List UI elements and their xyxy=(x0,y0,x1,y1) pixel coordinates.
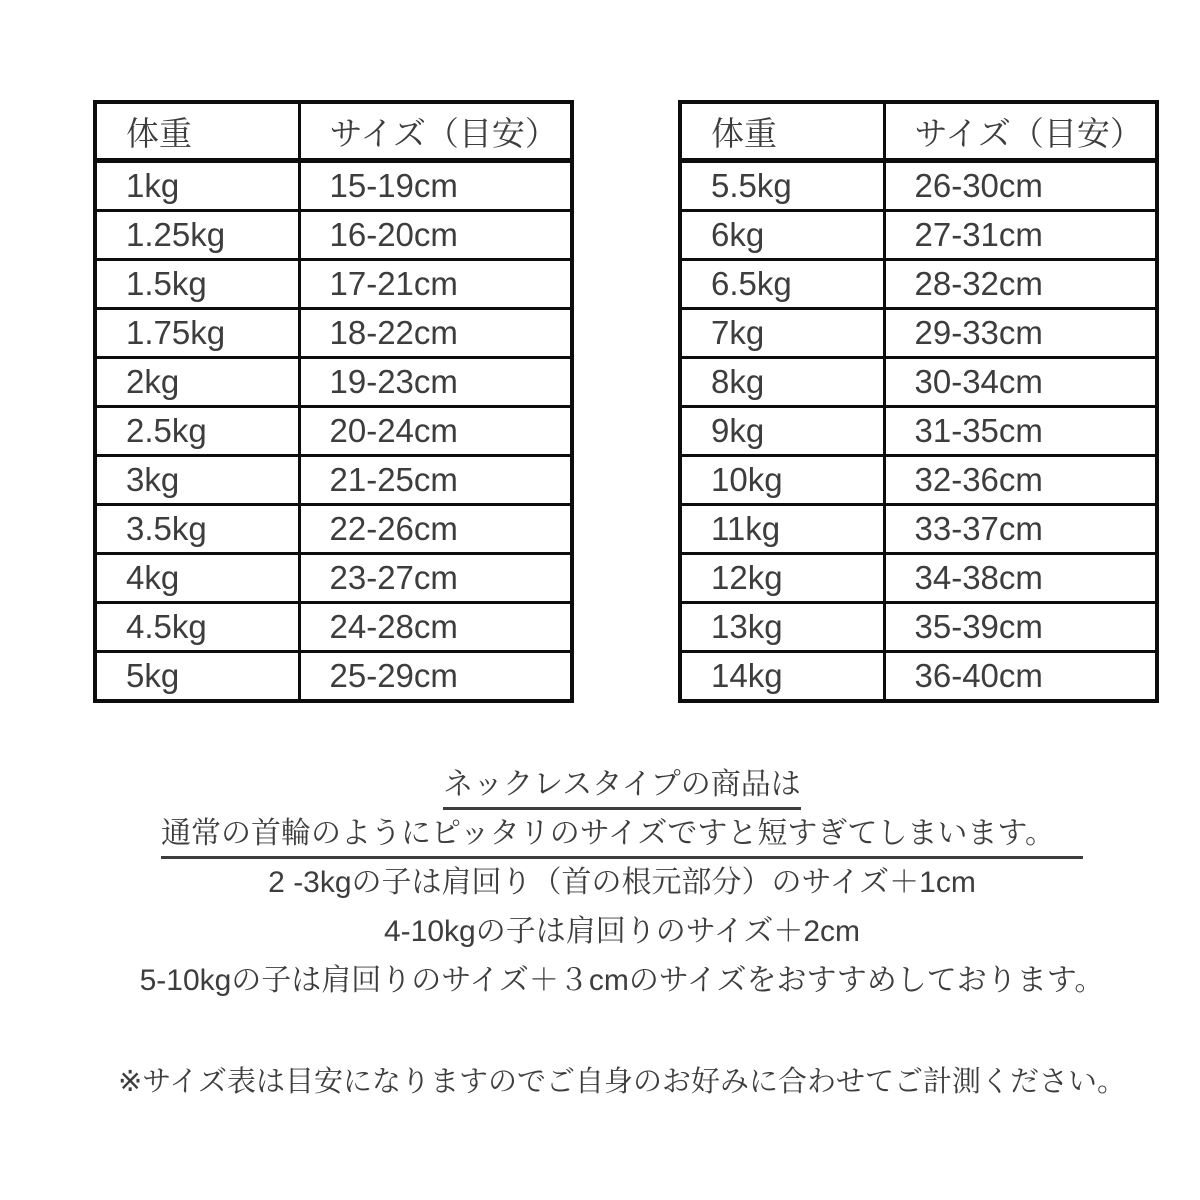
table-cell: 26-30cm xyxy=(884,161,1157,211)
table-cell: 10kg xyxy=(680,456,884,505)
table-cell: 8kg xyxy=(680,358,884,407)
table-cell: 24-28cm xyxy=(299,603,572,652)
table-header-row xyxy=(680,102,1157,161)
table-row xyxy=(95,554,572,603)
table-row xyxy=(680,652,1157,702)
table-row xyxy=(680,407,1157,456)
table-header-row xyxy=(95,102,572,161)
table-row xyxy=(95,161,572,211)
table-row xyxy=(95,260,572,309)
table-cell: 25-29cm xyxy=(299,652,572,702)
table-row xyxy=(680,505,1157,554)
table-cell: 7kg xyxy=(680,309,884,358)
table-cell: 17-21cm xyxy=(299,260,572,309)
table-cell: 12kg xyxy=(680,554,884,603)
column-header-weight: 体重 xyxy=(95,102,299,161)
table-cell: 2.5kg xyxy=(95,407,299,456)
note-recommendation-2-3kg: 2 -3kgの子は肩回り（首の根元部分）のサイズ＋1cm xyxy=(268,866,976,899)
table-row xyxy=(95,603,572,652)
table-cell: 1.5kg xyxy=(95,260,299,309)
note-headline-line2-wrap xyxy=(44,809,1200,858)
column-header-weight: 体重 xyxy=(680,102,884,161)
table-cell: 6.5kg xyxy=(680,260,884,309)
table-cell: 22-26cm xyxy=(299,505,572,554)
table-cell: 16-20cm xyxy=(299,211,572,260)
table-cell: 3.5kg xyxy=(95,505,299,554)
table-cell: 14kg xyxy=(680,652,884,702)
table-cell: 31-35cm xyxy=(884,407,1157,456)
table-cell: 34-38cm xyxy=(884,554,1157,603)
table-cell: 23-27cm xyxy=(299,554,572,603)
table-row xyxy=(95,652,572,702)
table-cell: 2kg xyxy=(95,358,299,407)
sizing-notes-block xyxy=(44,760,1200,1005)
table-row xyxy=(95,407,572,456)
table-cell: 5kg xyxy=(95,652,299,702)
table-cell: 33-37cm xyxy=(884,505,1157,554)
table-cell: 1.25kg xyxy=(95,211,299,260)
table-cell: 5.5kg xyxy=(680,161,884,211)
table-row xyxy=(680,554,1157,603)
table-cell: 11kg xyxy=(680,505,884,554)
note-recommendation-4-10kg: 4-10kgの子は肩回りのサイズ＋2cm xyxy=(383,915,860,948)
note-headline-line2: 通常の首輪のようにピッタリのサイズですと短すぎてしまいます。 xyxy=(161,816,1083,859)
table-cell: 28-32cm xyxy=(884,260,1157,309)
table-cell: 9kg xyxy=(680,407,884,456)
table-row xyxy=(95,505,572,554)
table-cell: 6kg xyxy=(680,211,884,260)
table-cell: 21-25cm xyxy=(299,456,572,505)
table-row xyxy=(95,456,572,505)
note-recommendation-5-10kg: 5-10kgの子は肩回りのサイズ＋３cmのサイズをおすすめしております。 xyxy=(139,964,1105,997)
measurement-caution-note: ※サイズ表は目安になりますのでご自身のお好みに合わせてご計測ください。 xyxy=(118,1066,1126,1098)
note-headline-line1: ネックレスタイプの商品は xyxy=(443,767,801,810)
table-cell: 18-22cm xyxy=(299,309,572,358)
table-cell: 1kg xyxy=(95,161,299,211)
table-cell: 20-24cm xyxy=(299,407,572,456)
table-row xyxy=(680,211,1157,260)
table-cell: 19-23cm xyxy=(299,358,572,407)
table-cell: 30-34cm xyxy=(884,358,1157,407)
table-row xyxy=(680,309,1157,358)
table-cell: 13kg xyxy=(680,603,884,652)
table-cell: 1.75kg xyxy=(95,309,299,358)
table-cell: 36-40cm xyxy=(884,652,1157,702)
table-row xyxy=(680,260,1157,309)
table-cell: 32-36cm xyxy=(884,456,1157,505)
table-cell: 35-39cm xyxy=(884,603,1157,652)
table-row xyxy=(680,358,1157,407)
table-row xyxy=(95,358,572,407)
table-cell: 27-31cm xyxy=(884,211,1157,260)
table-cell: 29-33cm xyxy=(884,309,1157,358)
table-row xyxy=(680,603,1157,652)
table-cell: 3kg xyxy=(95,456,299,505)
weight-size-table-right xyxy=(678,100,1159,703)
table-row xyxy=(680,456,1157,505)
column-header-size: サイズ（目安） xyxy=(299,102,572,161)
table-cell: 4kg xyxy=(95,554,299,603)
note-headline-line1-wrap xyxy=(44,760,1200,809)
table-row xyxy=(680,161,1157,211)
table-row xyxy=(95,309,572,358)
weight-size-table-left xyxy=(93,100,574,703)
table-cell: 4.5kg xyxy=(95,603,299,652)
table-cell: 15-19cm xyxy=(299,161,572,211)
column-header-size: サイズ（目安） xyxy=(884,102,1157,161)
table-row xyxy=(95,211,572,260)
